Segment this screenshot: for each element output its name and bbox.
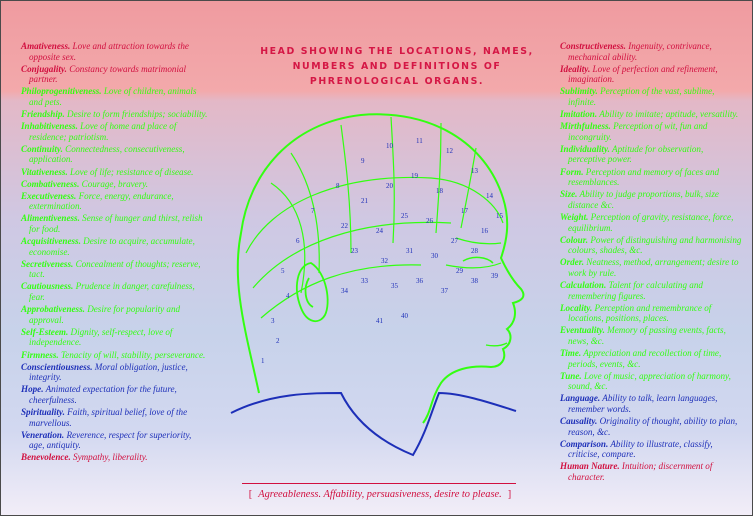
definition-entry xyxy=(560,325,743,346)
organ-number: 29 xyxy=(456,267,463,275)
definition-entry xyxy=(21,41,208,62)
definition-entry xyxy=(560,212,743,233)
organ-number: 1 xyxy=(261,357,265,365)
organ-number: 14 xyxy=(486,192,493,200)
definition-entry xyxy=(560,144,743,165)
definition-entry xyxy=(21,191,208,212)
organ-number: 31 xyxy=(406,247,413,255)
caption-term: Agreeableness. xyxy=(258,489,322,500)
definition-term: Acquisitiveness. xyxy=(21,236,81,247)
definition-term: Size. xyxy=(560,189,578,200)
definition-term: Friendship. xyxy=(21,109,65,120)
definition-term: Approbativeness. xyxy=(21,304,85,315)
organ-number: 34 xyxy=(341,287,348,295)
definition-text: Neatness, method, arrangement; desire to work by rule. xyxy=(568,257,739,278)
organ-number: 25 xyxy=(401,212,408,220)
definition-term: Weight. xyxy=(560,211,589,222)
organ-number: 18 xyxy=(436,187,443,195)
definition-text: Desire for popularity and approval. xyxy=(29,304,181,325)
definition-term: Causality. xyxy=(560,416,598,427)
organ-number: 20 xyxy=(386,182,393,190)
definition-text: Courage, bravery. xyxy=(81,178,149,189)
definition-entry xyxy=(21,350,208,361)
definition-text: Power of distinguishing and harmonising colours, shades, &c. xyxy=(568,234,742,256)
definition-term: Mirthfulness. xyxy=(560,121,611,132)
definition-text: Love of home and place of residence; patriotism. xyxy=(29,121,177,142)
definition-term: Hope. xyxy=(21,384,44,395)
organ-number: 9 xyxy=(361,157,365,165)
definition-text: Connectedness, consecutiveness, application. xyxy=(29,143,185,165)
organ-number: 21 xyxy=(361,197,368,205)
definition-term: Benevolence. xyxy=(21,452,71,463)
definition-text: Faith, spiritual belief, love of the marvellous. xyxy=(29,407,188,428)
definition-term: Executiveness. xyxy=(21,190,77,201)
definition-entry xyxy=(560,303,743,324)
definition-term: Firmness. xyxy=(21,349,59,360)
definition-text: Reverence, respect for superiority, age, antiquity. xyxy=(29,429,192,451)
definition-entry xyxy=(21,281,208,302)
definition-text: Dignity, self-respect, love of independence. xyxy=(29,326,173,348)
definition-entry xyxy=(21,179,208,190)
definition-term: Language. xyxy=(560,393,601,404)
definition-entry xyxy=(560,86,743,107)
definition-entry xyxy=(21,64,208,85)
organ-number: 12 xyxy=(446,147,453,155)
definition-term: Sublimity. xyxy=(560,86,598,97)
organ-number: 17 xyxy=(461,207,468,215)
definition-entry xyxy=(21,236,208,257)
chart-title xyxy=(247,44,547,89)
definition-term: Continuity. xyxy=(21,143,63,154)
definition-entry xyxy=(21,362,208,383)
definition-term: Vitativeness. xyxy=(21,166,68,177)
organ-number: 40 xyxy=(401,312,408,320)
definition-entry xyxy=(21,167,208,178)
definition-text: Intuition; discernment of character. xyxy=(568,461,713,483)
organ-number: 5 xyxy=(281,267,285,275)
organ-number: 4 xyxy=(286,292,290,300)
definition-text: Ability to talk, learn languages, remember words. xyxy=(568,393,718,414)
definition-entry xyxy=(21,407,208,428)
definition-text: Love of perfection and refinement, imagination. xyxy=(568,63,718,85)
caption-close-bracket: ] xyxy=(507,489,512,500)
organ-number: 16 xyxy=(481,227,488,235)
definition-text: Desire to form friendships; sociability. xyxy=(67,109,208,120)
definition-term: Eventuality. xyxy=(560,325,605,336)
definition-text: Perception of wit, fun and incongruity. xyxy=(568,121,708,142)
definition-term: Locality. xyxy=(560,302,593,313)
organ-number: 26 xyxy=(426,217,433,225)
mouth xyxy=(486,343,507,346)
organ-number: 28 xyxy=(471,247,478,255)
organ-number: 6 xyxy=(296,237,300,245)
organ-number-labels xyxy=(261,137,504,365)
definition-text: Concealment of thoughts; reserve, tact. xyxy=(29,258,201,280)
definition-text: Aptitude for observation, perceptive power. xyxy=(568,143,704,165)
definition-entry xyxy=(560,235,743,256)
definition-entry xyxy=(21,213,208,234)
organ-number: 32 xyxy=(381,257,388,265)
definition-term: Philoprogenitiveness. xyxy=(21,86,102,97)
definition-text: Originality of thought, ability to plan, reason, &c. xyxy=(568,416,738,437)
definition-text: Perception and memory of faces and resemblances. xyxy=(568,166,720,188)
definition-entry xyxy=(21,86,208,107)
definition-text: Moral obligation, justice, integrity. xyxy=(29,361,188,383)
organ-number: 13 xyxy=(471,167,478,175)
definition-text: Love and attraction towards the opposite sex. xyxy=(29,41,189,62)
organ-number: 41 xyxy=(376,317,383,325)
definition-term: Individuality. xyxy=(560,143,610,154)
definition-entry xyxy=(560,189,743,210)
definition-term: Conscientiousness. xyxy=(21,361,93,372)
definition-text: Perception of the vast, sublime, infinite. xyxy=(568,86,715,107)
definition-entry xyxy=(21,384,208,405)
definition-entry xyxy=(560,64,743,85)
definition-entry xyxy=(560,167,743,188)
definition-text: Love of life; resistance of disease. xyxy=(70,166,194,177)
definition-term: Order. xyxy=(560,257,584,268)
organ-number: 19 xyxy=(411,172,418,180)
definition-term: Cautiousness. xyxy=(21,281,74,292)
caption-rule xyxy=(242,483,516,484)
title-line-2: NUMBERS AND DEFINITIONS OF xyxy=(292,61,502,72)
organ-number: 8 xyxy=(336,182,340,190)
organ-number: 33 xyxy=(361,277,368,285)
definition-entry xyxy=(560,41,743,62)
organ-number: 27 xyxy=(451,237,458,245)
definition-term: Alimentiveness. xyxy=(21,213,80,224)
definition-term: Conjugality. xyxy=(21,63,67,74)
organ-number: 10 xyxy=(386,142,393,150)
definition-entry xyxy=(560,439,743,460)
definition-entry xyxy=(560,371,743,392)
organ-number: 24 xyxy=(376,227,383,235)
definition-entry xyxy=(560,416,743,437)
definition-text: Ability to judge proportions, bulk, size distance &c. xyxy=(568,189,719,210)
definition-entry xyxy=(21,259,208,280)
definition-term: Amativeness. xyxy=(21,41,71,51)
definition-entry xyxy=(560,257,743,278)
definition-term: Time. xyxy=(560,348,582,359)
organ-number: 2 xyxy=(276,337,280,345)
definition-term: Tune. xyxy=(560,370,582,381)
organ-number: 35 xyxy=(391,282,398,290)
definition-entry xyxy=(21,144,208,165)
definition-text: Talent for calculating and remembering figures. xyxy=(568,279,703,301)
definition-term: Secretiveness. xyxy=(21,258,74,269)
definition-term: Imitation. xyxy=(560,109,598,120)
definition-text: Tenacity of will, stability, perseverance. xyxy=(60,349,206,360)
organ-number: 30 xyxy=(431,252,438,260)
organ-number: 37 xyxy=(441,287,448,295)
definition-text: Ingenuity, contrivance, mechanical ability. xyxy=(568,41,712,62)
definition-term: Colour. xyxy=(560,234,589,245)
definition-text: Love of music, appreciation of harmony, sound, &c. xyxy=(568,370,731,392)
definition-text: Desire to acquire, accumulate, economise. xyxy=(29,236,195,257)
organ-number: 11 xyxy=(416,137,423,145)
definition-entry xyxy=(21,452,208,463)
definition-term: Form. xyxy=(560,166,584,177)
definition-entry xyxy=(560,280,743,301)
definition-term: Human Nature. xyxy=(560,461,620,472)
definition-text: Perception and remembrance of locations, positions, places. xyxy=(568,302,712,324)
left-definitions-column xyxy=(21,41,208,464)
definition-text: Perception of gravity, resistance, force, equilibrium. xyxy=(568,211,734,233)
caption-definition: Affability, persuasiveness, desire to please. xyxy=(323,489,502,500)
organ-number: 36 xyxy=(416,277,423,285)
definition-entry xyxy=(21,304,208,325)
definition-text: Ability to illustrate, classify, criticise, compare. xyxy=(568,438,713,460)
caption-open-bracket: [ xyxy=(248,489,253,500)
definition-text: Sympathy, liberality. xyxy=(73,452,148,463)
title-line-1: HEAD SHOWING THE LOCATIONS, NAMES, xyxy=(260,46,534,57)
definition-entry xyxy=(21,109,208,120)
definition-term: Comparison. xyxy=(560,438,609,449)
phrenology-head-illustration xyxy=(201,93,551,478)
definition-text: Memory of passing events, facts, news, &c. xyxy=(568,325,726,346)
definition-text: Force, energy, endurance, extermination. xyxy=(29,190,174,212)
definition-entry xyxy=(560,109,743,120)
right-definitions-column xyxy=(560,41,743,484)
definition-entry xyxy=(21,430,208,451)
definition-term: Calculation. xyxy=(560,279,607,290)
organ-number: 3 xyxy=(271,317,275,325)
organ-number: 7 xyxy=(311,207,315,215)
definition-entry xyxy=(21,327,208,348)
shoulder-outline xyxy=(231,393,516,455)
organ-number: 23 xyxy=(351,247,358,255)
definition-term: Constructiveness. xyxy=(560,41,626,51)
definition-text: Prudence in danger, carefulness, fear. xyxy=(29,281,195,303)
definition-term: Inhabitiveness. xyxy=(21,121,78,132)
definition-text: Ability to imitate; aptitude, versatility. xyxy=(599,109,739,120)
title-line-3: PHRENOLOGICAL ORGANS. xyxy=(309,76,485,87)
definition-entry xyxy=(560,461,743,482)
definition-entry xyxy=(560,348,743,369)
definition-term: Self-Esteem. xyxy=(21,326,69,337)
eye xyxy=(463,257,493,263)
organ-number: 39 xyxy=(491,272,498,280)
definition-term: Veneration. xyxy=(21,429,65,440)
definition-entry xyxy=(560,393,743,414)
organ-number: 15 xyxy=(496,212,503,220)
definition-term: Spirituality. xyxy=(21,407,65,417)
definition-term: Ideality. xyxy=(560,63,591,74)
definition-entry xyxy=(560,121,743,142)
definition-entry xyxy=(21,121,208,142)
definition-text: Love of children, animals and pets. xyxy=(29,86,197,107)
definition-text: Animated expectation for the future, cheerfulness. xyxy=(29,384,177,405)
organ-number: 38 xyxy=(471,277,478,285)
organ-number: 22 xyxy=(341,222,348,230)
definition-text: Constancy towards matrimonial partner. xyxy=(29,63,187,85)
agreeableness-caption xyxy=(242,489,518,500)
definition-text: Sense of hunger and thirst, relish for food. xyxy=(29,213,203,234)
definition-term: Combativeness. xyxy=(21,178,80,189)
definition-text: Appreciation and recollection of time, periods, events, &c. xyxy=(568,348,722,369)
